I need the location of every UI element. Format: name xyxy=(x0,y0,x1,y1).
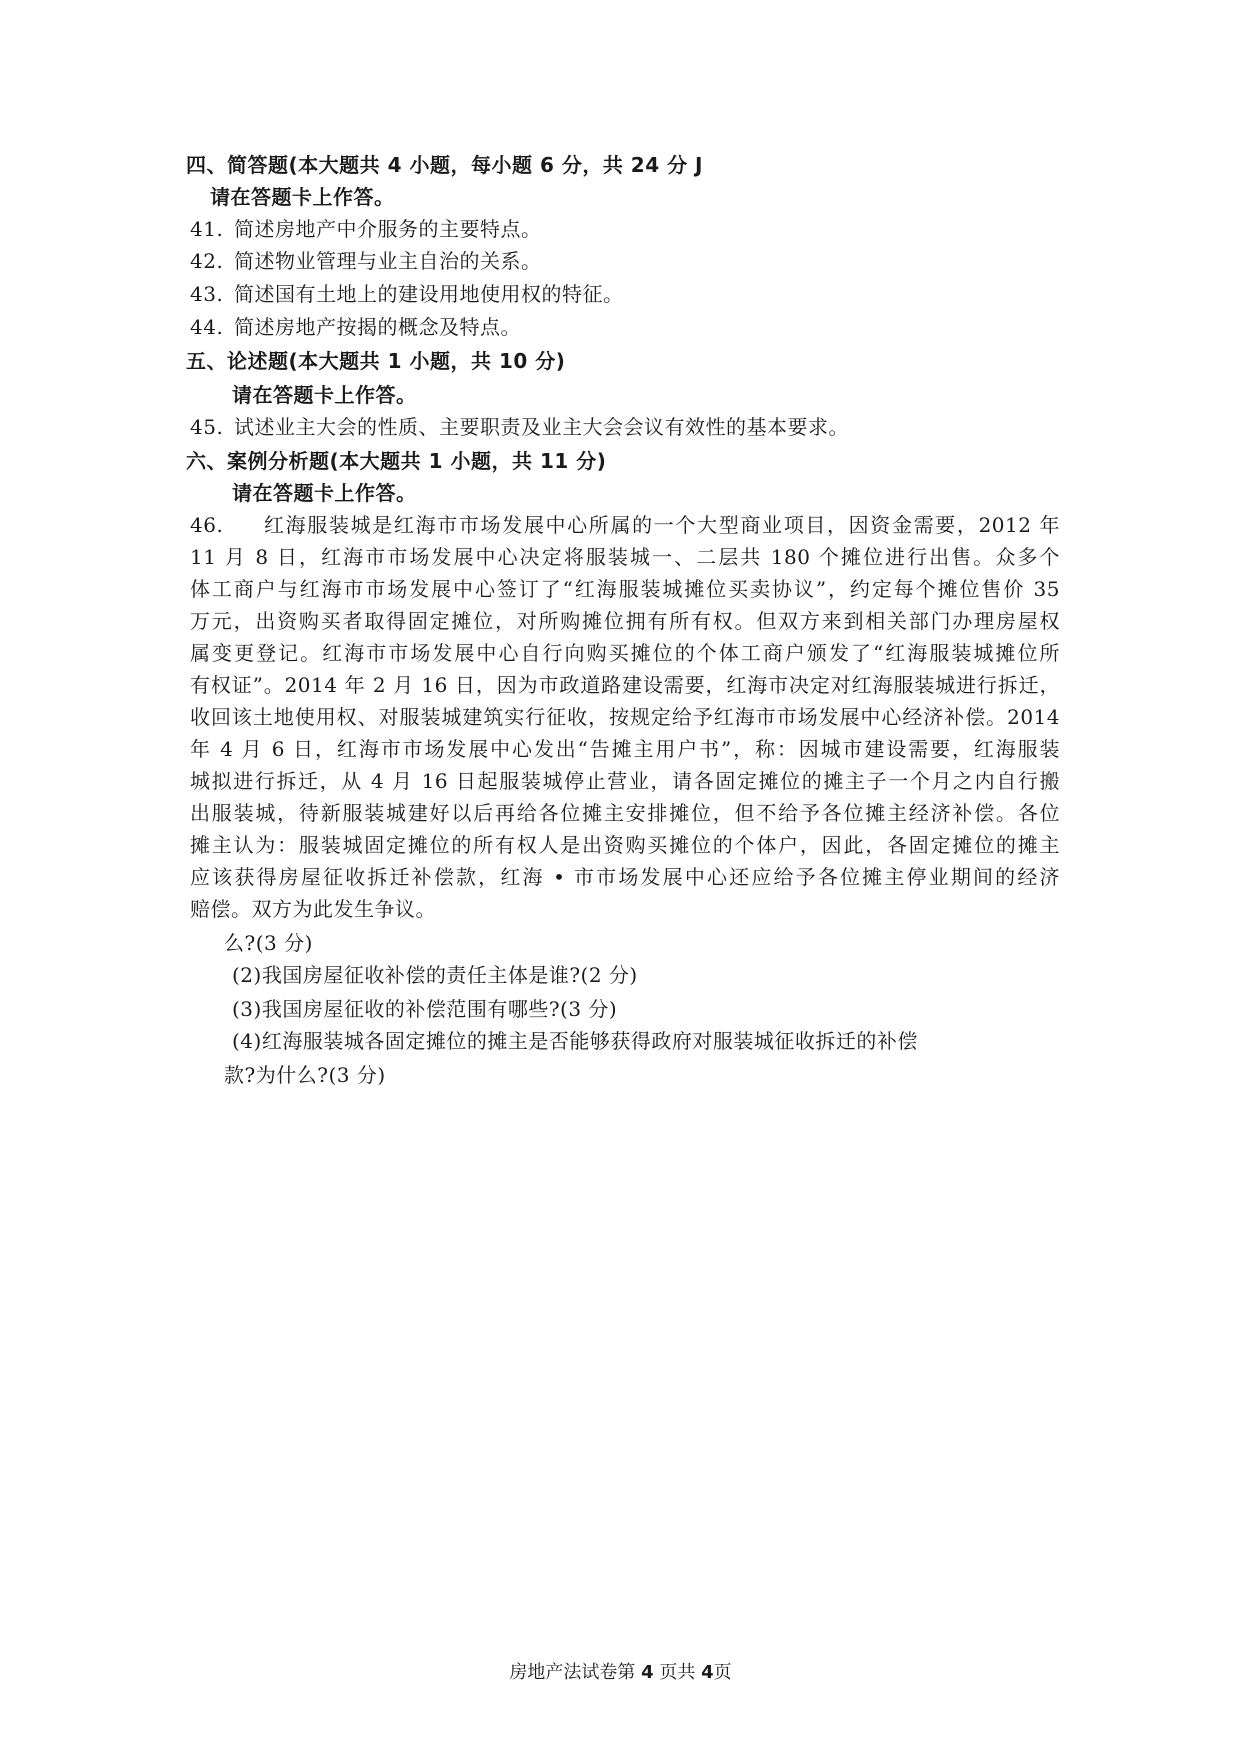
question-text: 试述业主大会的性质、主要职责及业主大会会议有效性的基本要求。 xyxy=(234,415,849,439)
section4-instruction: 请在答题卡上作答。 xyxy=(210,185,395,209)
sub-question: (2)我国房屋征收补偿的责任主体是谁?(2 分) xyxy=(232,963,638,987)
case-line: 应该获得房屋征收拆迁补偿款，红海 • 市市场发展中心还应给予各位摊主停业期间的经济 xyxy=(190,865,1060,889)
case-line: 赔偿。双方为此发生争议。 xyxy=(190,897,436,921)
question-text: 简述房地产中介服务的主要特点。 xyxy=(234,217,542,241)
question-text: 简述国有土地上的建设用地使用权的特征。 xyxy=(234,282,624,306)
case-line: 11 月 8 日，红海市市场发展中心决定将服装城一、二层共 180 个摊位进行出售。众多个 xyxy=(190,545,1060,569)
question-text: 简述物业管理与业主自治的关系。 xyxy=(234,249,542,273)
case-line: 城拟进行拆迁，从 4 月 16 日起服装城停止营业，请各固定摊位的摊主子一个月之内自行搬 xyxy=(190,769,1060,793)
section5-instruction: 请在答题卡上作答。 xyxy=(232,383,417,407)
footer-middle: 页共 xyxy=(659,1662,696,1683)
sub-question: (4)红海服装城各固定摊位的摊主是否能够获得政府对服装城征收拆迁的补偿 xyxy=(232,1029,918,1053)
question-41 xyxy=(190,214,542,244)
case-line: 摊主认为：服装城固定摊位的所有权人是出资购买摊位的个体户，因此，各固定摊位的摊主 xyxy=(190,833,1060,857)
footer-total-pages: 4 xyxy=(701,1662,714,1683)
sub-question: 款?为什么?(3 分) xyxy=(224,1063,386,1087)
case-line: 有权证”。2014 年 2 月 16 日，因为市政道路建设需要，红海市决定对红海服装城进行拆迁， xyxy=(190,673,1060,697)
section5-heading: 五、论述题(本大题共 1 小题，共 10 分) xyxy=(186,349,566,373)
case-line: 万元，出资购买者取得固定摊位，对所购摊位拥有所有权。但双方来到相关部门办理房屋权 xyxy=(190,609,1060,633)
section4-heading: 四、简答题(本大题共 4 小题，每小题 6 分，共 24 分 J xyxy=(186,153,703,177)
section6-heading: 六、案例分析题(本大题共 1 小题，共 11 分) xyxy=(186,449,607,473)
case-line: 属变更登记。红海市市场发展中心自行向购买摊位的个体工商户颁发了“红海服装城摊位所 xyxy=(190,641,1060,665)
case-first-line xyxy=(190,510,1060,540)
case-line: 体工商户与红海市市场发展中心签订了“红海服装城摊位买卖协议”，约定每个摊位售价 35 xyxy=(190,577,1060,601)
case-line: 红海服装城是红海市市场发展中心所属的一个大型商业项目，因资金需要，2012 年 xyxy=(264,513,1060,537)
question-number: 45. xyxy=(190,415,224,439)
question-number: 44. xyxy=(190,315,224,339)
section6-instruction: 请在答题卡上作答。 xyxy=(232,481,417,505)
footer-prefix: 房地产法试卷第 xyxy=(509,1662,636,1683)
question-text: 简述房地产按揭的概念及特点。 xyxy=(234,315,521,339)
case-line: 年 4 月 6 日，红海市市场发展中心发出“告摊主用户书”，称：因城市建设需要，红海服装 xyxy=(190,737,1060,761)
sub-question: 么?(3 分) xyxy=(224,931,313,955)
case-line: 收回该土地使用权、对服装城建筑实行征收，按规定给予红海市市场发展中心经济补偿。2014 xyxy=(190,705,1060,729)
case-line: 出服装城，待新服装城建好以后再给各位摊主安排摊位，但不给予各位摊主经济补偿。各位 xyxy=(190,801,1060,825)
question-number: 42. xyxy=(190,249,224,273)
case-number: 46. xyxy=(190,513,224,537)
question-43 xyxy=(190,279,624,309)
sub-question: (3)我国房屋征收的补偿范围有哪些?(3 分) xyxy=(232,997,618,1021)
footer-page-number: 4 xyxy=(641,1662,654,1683)
question-number: 41. xyxy=(190,217,224,241)
footer-suffix: 页 xyxy=(713,1662,732,1683)
page-footer xyxy=(0,1660,1241,1686)
question-42 xyxy=(190,246,542,276)
question-45 xyxy=(190,412,849,442)
question-44 xyxy=(190,312,521,342)
question-number: 43. xyxy=(190,282,224,306)
